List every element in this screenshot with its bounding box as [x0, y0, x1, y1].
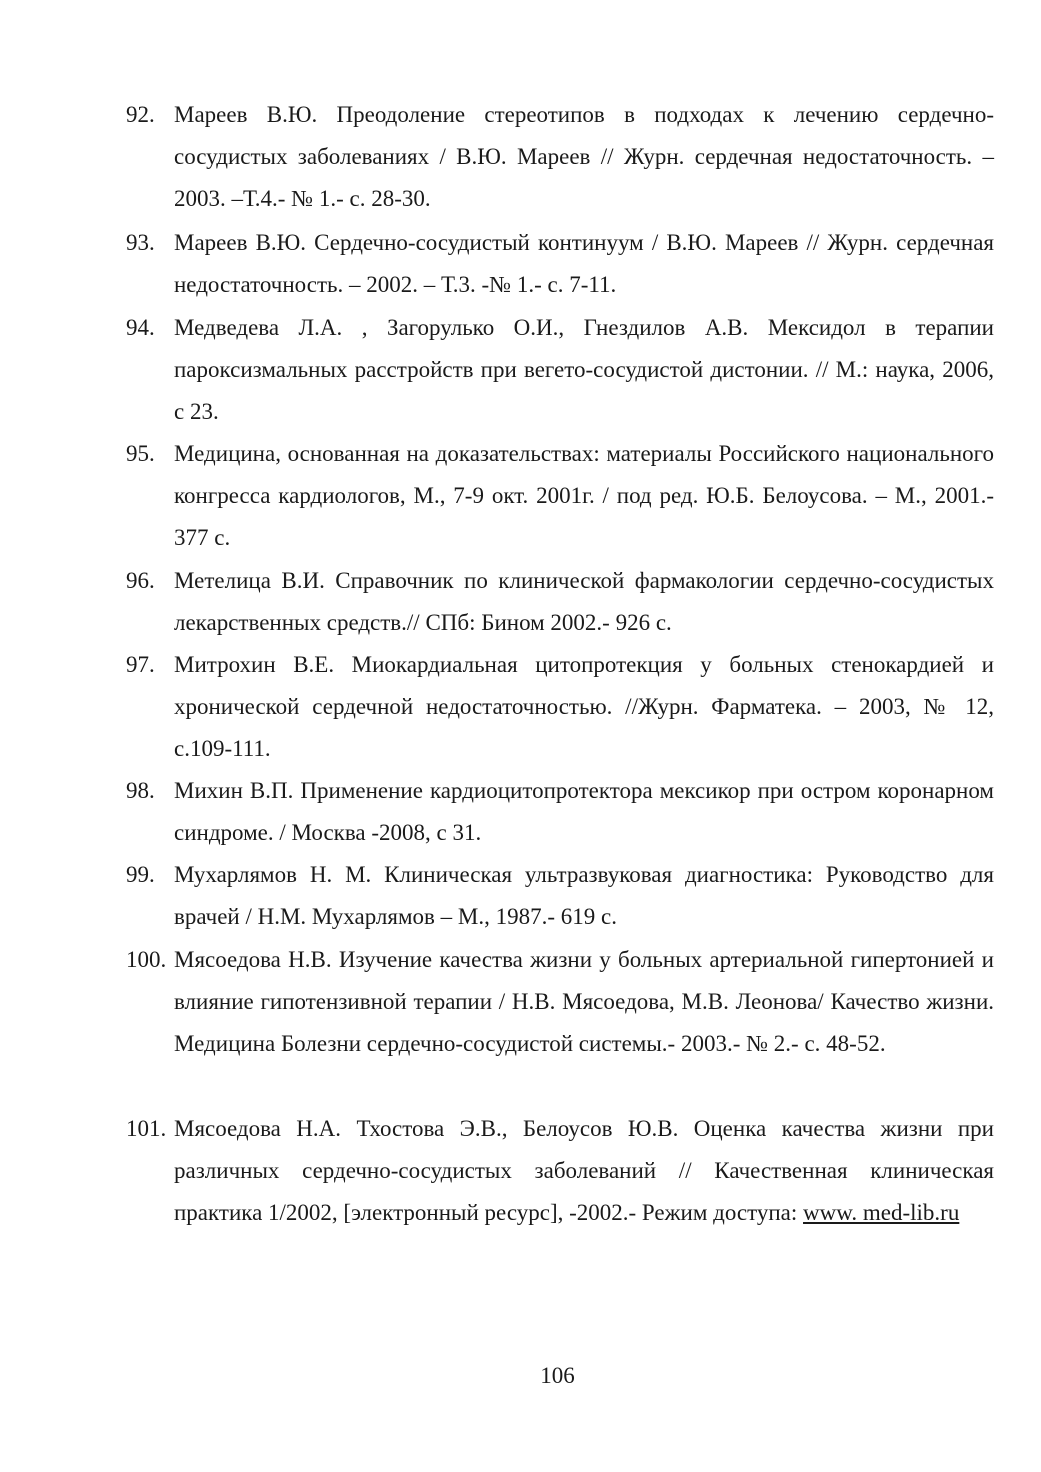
reference-item-101	[126, 1108, 994, 1234]
reference-number: 95.	[126, 441, 155, 466]
reference-text: Мясоедова Н.А. Тхостова Э.В., Белоусов Ю.В. Оценка качества жизни при различных сердечно-сосудистых заболеваний // Качественная клиническая практика 1/2002, [электронный ресурс], -2002.- Режим доступа:	[174, 1116, 994, 1225]
reference-number: 96.	[126, 568, 155, 593]
reference-text: Михин В.П. Применение кардиоцитопротектора мексикор при остром коронарном синдроме. / Москва -2008, с 31.	[174, 778, 994, 845]
reference-number: 100.	[126, 947, 167, 972]
reference-url-link[interactable]: www. med-lib.ru	[803, 1200, 960, 1225]
reference-item-99	[126, 854, 994, 938]
reference-item-100	[126, 939, 994, 1065]
reference-item-96	[126, 560, 994, 644]
reference-text: Метелица В.И. Справочник по клинической фармакологии сердечно-сосудистых лекарственных средств.// СПб: Бином 2002.- 926 с.	[174, 568, 994, 635]
reference-number: 98.	[126, 778, 155, 803]
reference-number: 97.	[126, 652, 155, 677]
reference-item-97	[126, 644, 994, 770]
reference-item-95	[126, 433, 994, 559]
reference-text: Медведева Л.А. , Загорулько О.И., Гнездилов А.В. Мексидол в терапии пароксизмальных расстройств при вегето-сосудистой дистонии. // М.: наука, 2006, с 23.	[174, 315, 994, 424]
page-number: 106	[540, 1363, 575, 1388]
reference-item-92	[126, 94, 994, 220]
reference-text: Мареев В.Ю. Преодоление стереотипов в подходах к лечению сердечно-сосудистых заболеваниях / В.Ю. Мареев // Журн. сердечная недостаточность. – 2003. –Т.4.- № 1.- с. 28-30.	[174, 102, 994, 211]
reference-number: 92.	[126, 102, 155, 127]
reference-text: Медицина, основанная на доказательствах: материалы Российского национального конгресса кардиологов, М., 7-9 окт. 2001г. / под ред. Ю.Б. Белоусова. – М., 2001.- 377 с.	[174, 441, 994, 550]
reference-text: Мухарлямов Н. М. Клиническая ультразвуковая диагностика: Руководство для врачей / Н.М. Мухарлямов – М., 1987.- 619 с.	[174, 862, 994, 929]
reference-number: 99.	[126, 862, 155, 887]
reference-item-93	[126, 222, 994, 306]
reference-text: Мясоедова Н.В. Изучение качества жизни у больных артериальной гипертонией и влияние гипотензивной терапии / Н.В. Мясоедова, М.В. Леонова/ Качество жизни. Медицина Болезни сердечно-сосудистой системы.- 2003.- № 2.- с. 48-52.	[174, 947, 994, 1056]
reference-text: Мареев В.Ю. Сердечно-сосудистый континуум / В.Ю. Мареев // Журн. сердечная недостаточность. – 2002. – Т.3. -№ 1.- с. 7-11.	[174, 230, 994, 297]
reference-text: Митрохин В.Е. Миокардиальная цитопротекция у больных стенокардией и хронической сердечной недостаточностью. //Журн. Фарматека. – 2003, № 12, с.109-111.	[174, 652, 994, 761]
reference-number: 93.	[126, 230, 155, 255]
reference-item-98	[126, 770, 994, 854]
reference-item-94	[126, 307, 994, 433]
reference-number: 94.	[126, 315, 155, 340]
reference-number: 101.	[126, 1116, 167, 1141]
